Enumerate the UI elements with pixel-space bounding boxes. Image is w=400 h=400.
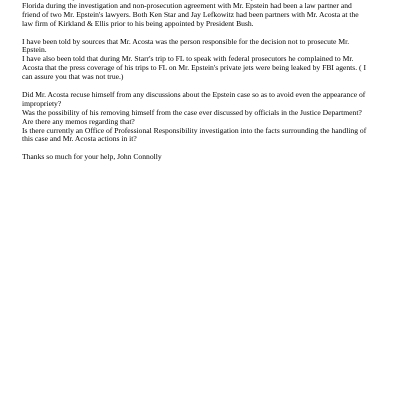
paragraph-questions: Did Mr. Acosta recuse himself from any discussions about the Epstein case so as to avoid even the appearance of impropriety? Was the possibility of his removing himself from the case ever discussed by officials in the Justice Department? Are there any memos regarding that? Is there currently an Office of Professional Responsibility investigation into the facts surrounding the handling of this case and Mr. Acosta actions in it? (22, 89, 367, 144)
paragraph-sources: I have been told by sources that Mr. Acosta was the person responsible for the decision not to prosecute Mr. Epstein. I have also been told that during Mr. Starr's trip to FL to speak with federal prosecutors he complained to Mr. Acosta that the press coverage of his trips to FL on Mr. Epstein's private jets were being leaked by FBI agents. ( I can assure you that was not true.) (22, 36, 366, 82)
letter-body (22, 0, 390, 162)
signature-line: Thanks so much for your help, John Connolly (22, 152, 162, 162)
paragraph-acosta-background: Florida during the investigation and non-prosecution agreement with Mr. Epstein had been a law partner and friend of two Mr. Epstein's lawyers. Both Ken Star and Jay Lefkowitz had been partners with Mr. Acosta at the law firm of Kirkland & Ellis prior to his being appointed by President Bush. (22, 0, 359, 28)
